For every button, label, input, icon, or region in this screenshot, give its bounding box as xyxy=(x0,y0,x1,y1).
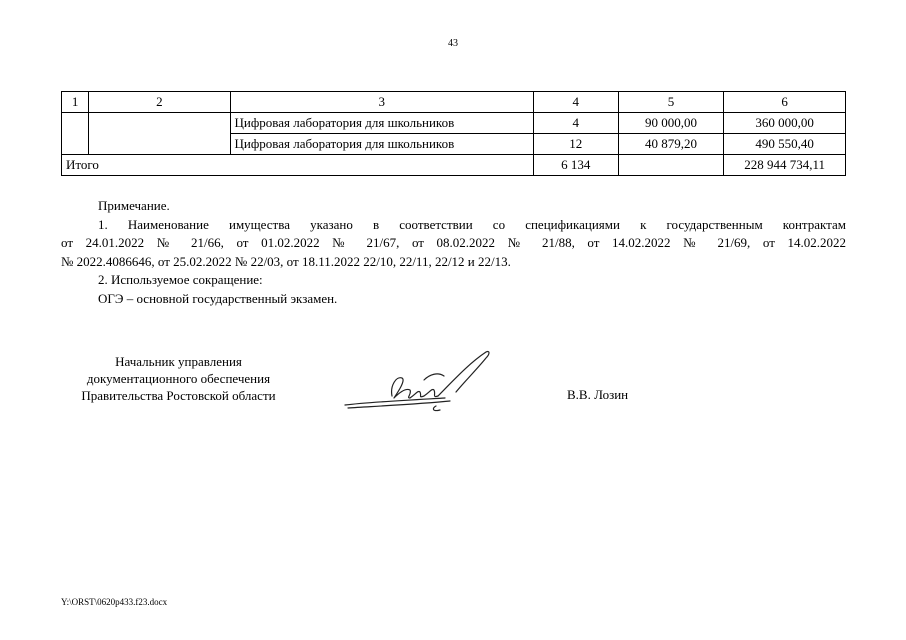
item-name-cell: Цифровая лаборатория для школьников xyxy=(230,134,533,155)
total-row xyxy=(62,155,846,176)
column-number-3: 3 xyxy=(230,92,533,113)
column-number-1: 1 xyxy=(62,92,89,113)
signer-name: В.В. Лозин xyxy=(567,387,629,402)
table-header-row xyxy=(62,92,846,113)
item-qty-cell: 12 xyxy=(533,134,618,155)
note-item-2: 2. Используемое сокращение: xyxy=(98,272,263,287)
note-item-1-line-1: 1. Наименование имущества указано в соответствии со спецификациями к государственным контрактам xyxy=(98,216,846,232)
notes-section xyxy=(61,197,846,308)
column-number-5: 5 xyxy=(618,92,723,113)
signer-position xyxy=(61,353,296,404)
item-name-cell: Цифровая лаборатория для школьников xyxy=(230,113,533,134)
item-sum-cell: 360 000,00 xyxy=(724,113,846,134)
signer-position-line-1: Начальник управления xyxy=(115,354,242,369)
property-table xyxy=(61,91,846,176)
merged-cell-col1 xyxy=(62,113,89,155)
merged-cell-col2 xyxy=(89,113,230,155)
signer-position-line-3: Правительства Ростовской области xyxy=(81,388,276,403)
total-price xyxy=(618,155,723,176)
total-qty: 6 134 xyxy=(533,155,618,176)
item-price-cell: 90 000,00 xyxy=(618,113,723,134)
column-number-6: 6 xyxy=(724,92,846,113)
notes-title: Примечание. xyxy=(98,198,170,213)
table-row xyxy=(62,113,846,134)
item-sum-cell: 490 550,40 xyxy=(724,134,846,155)
note-item-1-line-3: № 2022.4086646, от 25.02.2022 № 22/03, от 18.11.2022 22/10, 22/11, 22/12 и 22/13. xyxy=(61,253,511,269)
signer-position-line-2: документационного обеспечения xyxy=(86,371,271,386)
item-price-cell: 40 879,20 xyxy=(618,134,723,155)
file-path-footer: Y:\ORST\0620p433.f23.docx xyxy=(61,597,168,607)
note-item-1-line-2: от 24.01.2022 № 21/66, от 01.02.2022 № 21/67, от 08.02.2022 № 21/88, от 14.02.2022 № 21/69, от 14.02.2022 xyxy=(61,235,846,250)
page-number: 43 xyxy=(448,38,458,49)
total-sum: 228 944 734,11 xyxy=(724,155,846,176)
total-label: Итого xyxy=(62,155,534,176)
handwritten-signature xyxy=(340,348,495,413)
item-qty-cell: 4 xyxy=(533,113,618,134)
column-number-4: 4 xyxy=(533,92,618,113)
note-item-2-text: ОГЭ – основной государственный экзамен. xyxy=(98,290,338,306)
column-number-2: 2 xyxy=(89,92,230,113)
